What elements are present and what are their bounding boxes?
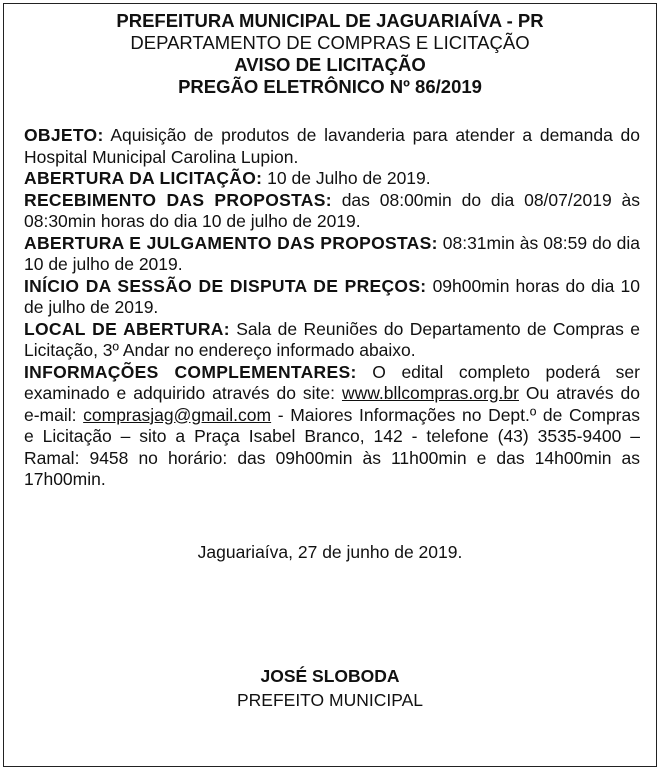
- info-paragraph: [24, 362, 640, 491]
- julgamento-paragraph: [24, 233, 640, 276]
- local-label: LOCAL DE ABERTURA:: [24, 318, 230, 339]
- local-paragraph: [24, 319, 640, 362]
- signature-name: JOSÉ SLOBODA: [260, 666, 400, 686]
- date-line: Jaguariaíva, 27 de junho de 2019.: [197, 542, 463, 562]
- header-aviso: AVISO DE LICITAÇÃO: [234, 54, 426, 75]
- inicio-label: INÍCIO DA SESSÃO DE DISPUTA DE PREÇOS:: [24, 275, 427, 296]
- recebimento-text: das 08:00min do dia 08/07/2019 às 08:30min horas do dia 10 de julho de 2019.: [24, 189, 641, 231]
- abertura-text: 10 de Julho de 2019.: [262, 168, 431, 188]
- info-label: INFORMAÇÕES COMPLEMENTARES:: [24, 361, 357, 382]
- recebimento-label: RECEBIMENTO DAS PROPOSTAS:: [24, 189, 332, 210]
- inicio-text: 09h00min horas do dia 10 de julho de 2019.: [24, 275, 641, 317]
- info-text-1: O edital completo poderá ser examinado e adquirido através do site:: [24, 361, 640, 403]
- header-departamento: DEPARTAMENTO DE COMPRAS E LICITAÇÃO: [130, 32, 530, 53]
- objeto-text: Aquisição de produtos de lavanderia para atender a demanda do Hospital Municipal Carolina Lupion.: [24, 125, 640, 167]
- site-link[interactable]: www.bllcompras.org.br: [341, 383, 519, 403]
- objeto-label: OBJETO:: [24, 125, 104, 145]
- abertura-label: ABERTURA DA LICITAÇÃO:: [24, 168, 263, 188]
- julgamento-text: 08:31min às 08:59 do dia 10 de julho de 2019.: [24, 232, 640, 274]
- signature-title: PREFEITO MUNICIPAL: [236, 690, 424, 710]
- info-text-2: Ou através do e-mail:: [24, 383, 640, 425]
- objeto-paragraph: [24, 125, 640, 168]
- header-prefeitura: PREFEITURA MUNICIPAL DE JAGUARIAÍVA - PR: [116, 10, 544, 31]
- local-text: Sala de Reuniões do Departamento de Compras e Licitação, 3º Andar no endereço informado abaixo.: [24, 318, 640, 360]
- email-link[interactable]: comprasjag@gmail.com: [83, 404, 272, 425]
- signature-block: [4, 664, 656, 712]
- julgamento-label: ABERTURA E JULGAMENTO DAS PROPOSTAS:: [24, 232, 438, 253]
- header-pregao: PREGÃO ELETRÔNICO Nº 86/2019: [178, 76, 482, 97]
- notice-body: [24, 125, 640, 491]
- info-text-3: - Maiores Informações no Dept.º de Compras e Licitação – sito a Praça Isabel Branco, 142 - telefone (43) 3535-9400 – Ramal: 9458 no horário: das 09h00min às 11h00min e das 14h00min as 17h00min.: [24, 404, 640, 489]
- header: [4, 10, 656, 98]
- inicio-paragraph: [24, 276, 640, 319]
- recebimento-paragraph: [24, 190, 640, 233]
- notice-frame: [3, 3, 657, 767]
- abertura-paragraph: [24, 168, 640, 190]
